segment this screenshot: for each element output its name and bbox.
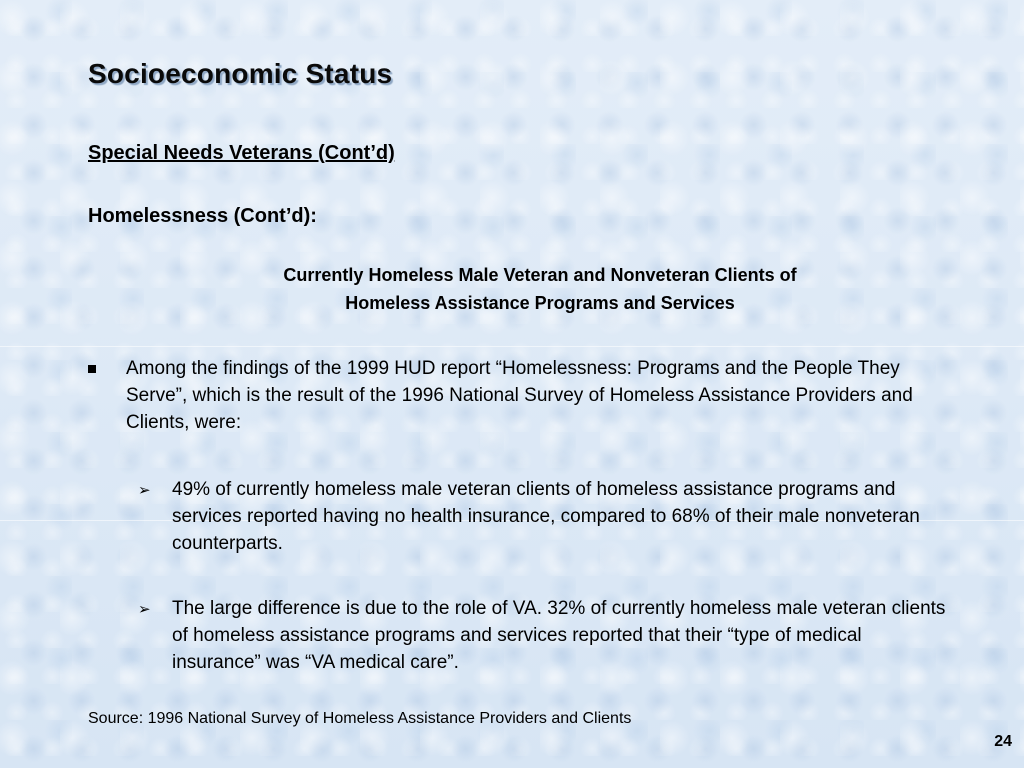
- table-title-line-2: Homeless Assistance Programs and Services: [345, 293, 735, 313]
- background-tile-seam: [0, 346, 1024, 347]
- slide-title: Socioeconomic Status: [88, 58, 393, 89]
- bullet-text: Among the findings of the 1999 HUD report “Homelessness: Programs and the People They Serve”, which is the result of the 1996 National Survey of Homeless Assistance Providers and Clients, were:: [126, 358, 913, 433]
- arrow-bullet-icon: ➢: [138, 482, 151, 499]
- table-title: [160, 261, 920, 317]
- arrow-bullet-icon: ➢: [138, 601, 151, 618]
- section-heading: Homelessness (Cont’d):: [88, 205, 317, 227]
- table-title-line-1: Currently Homeless Male Veteran and Nonveteran Clients of: [283, 265, 797, 285]
- sub-bullet-text: The large difference is due to the role of VA. 32% of currently homeless male veteran clients of homeless assistance programs and services reported that their “type of medical insurance” was “VA medical care”.: [172, 598, 946, 673]
- sub-bullet-item: [138, 595, 948, 676]
- sub-bullet-text: 49% of currently homeless male veteran clients of homeless assistance programs and services reported having no health insurance, compared to 68% of their male nonveteran counterparts.: [172, 479, 920, 554]
- square-bullet-icon: [88, 365, 96, 373]
- page-number: 24: [994, 733, 1012, 750]
- slide-subtitle: Special Needs Veterans (Cont’d): [88, 142, 395, 164]
- bullet-item: [88, 355, 948, 436]
- source-citation: Source: 1996 National Survey of Homeless Assistance Providers and Clients: [88, 710, 632, 727]
- sub-bullet-item: [138, 476, 948, 557]
